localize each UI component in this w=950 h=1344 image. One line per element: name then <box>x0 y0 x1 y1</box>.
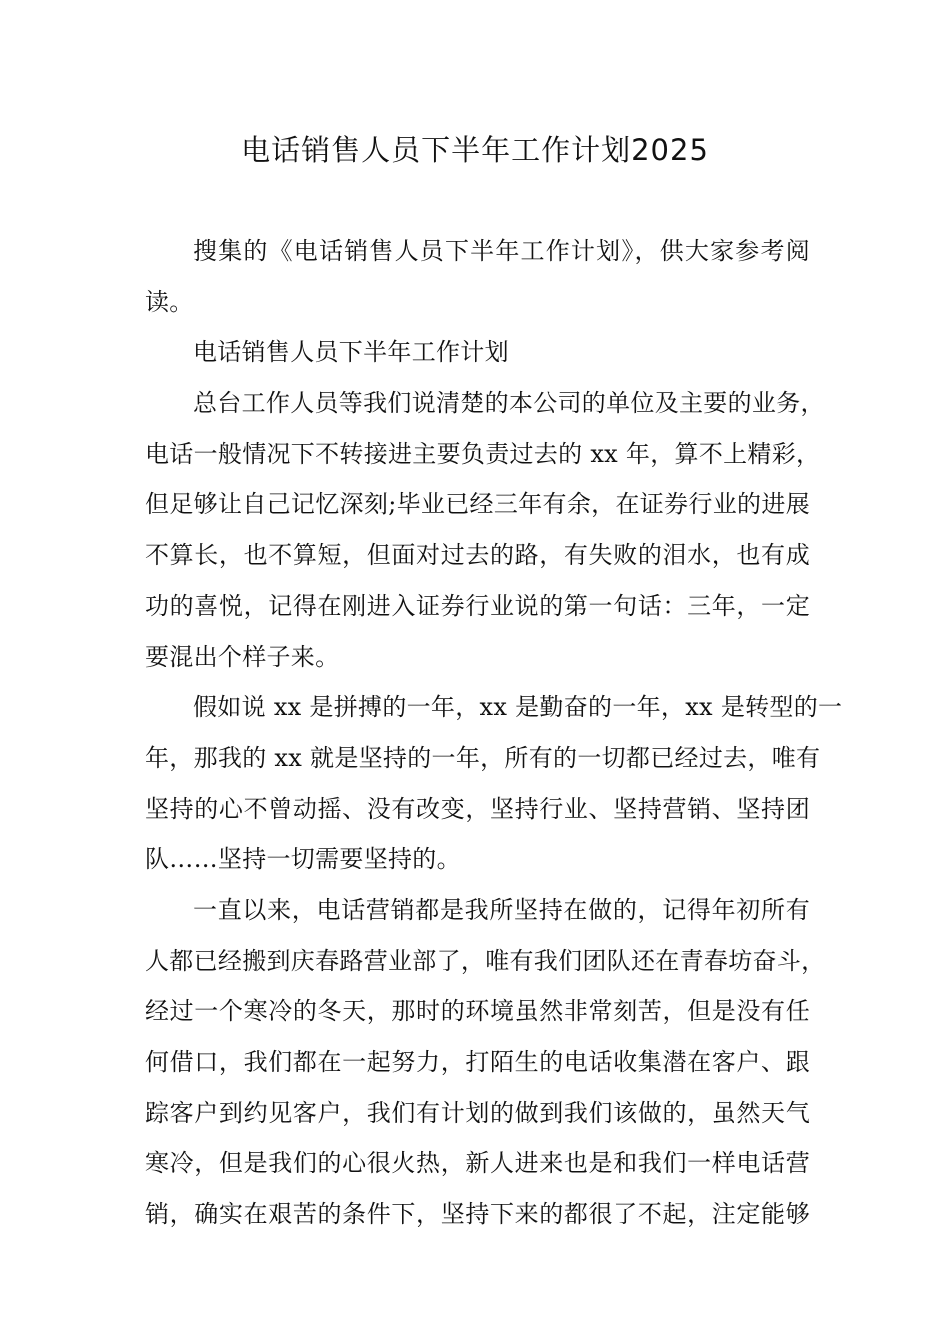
document-body <box>145 226 843 1240</box>
text-line: 一直以来，电话营销都是我所坚持在做的，记得年初所有 <box>193 895 810 924</box>
text-line: 要混出个样子来。 <box>145 642 340 671</box>
text-line: 不算长，也不算短，但面对过去的路，有失败的泪水，也有成 <box>145 541 810 570</box>
text-line: 电话一般情况下不转接进主要负责过去的 xx 年，算不上精彩， <box>145 439 821 468</box>
text-line: 寒冷，但是我们的心很火热，新人进来也是和我们一样电话营 <box>145 1149 810 1178</box>
text-line: 队……坚持一切需要坚持的。 <box>145 845 461 874</box>
text-line: 电话销售人员下半年工作计划 <box>193 338 509 367</box>
text-line: 经过一个寒冷的冬天，那时的环境虽然非常刻苦，但是没有任 <box>145 997 810 1026</box>
text-line: 假如说 xx 是拼搏的一年，xx 是勤奋的一年，xx 是转型的一 <box>193 693 843 722</box>
text-line: 踪客户到约见客户，我们有计划的做到我们该做的，虽然天气 <box>145 1098 810 1127</box>
text-line: 人都已经搬到庆春路营业部了，唯有我们团队还在青春坊奋斗， <box>145 946 826 975</box>
text-line: 坚持的心不曾动摇、没有改变，坚持行业、坚持营销、坚持团 <box>145 794 810 823</box>
document-title: 电话销售人员下半年工作计划2025 <box>241 133 709 167</box>
text-line: 但足够让自己记忆深刻;毕业已经三年有余，在证券行业的进展 <box>145 490 810 519</box>
text-line: 何借口，我们都在一起努力，打陌生的电话收集潜在客户、跟 <box>145 1048 810 1076</box>
text-line: 年，那我的 xx 就是坚持的一年，所有的一切都已经过去，唯有 <box>145 743 821 772</box>
text-line: 搜集的《电话销售人员下半年工作计划》，供大家参考阅 <box>193 237 810 265</box>
text-line: 总台工作人员等我们说清楚的本公司的单位及主要的业务， <box>193 389 825 418</box>
text-line: 读。 <box>145 287 194 316</box>
text-line: 销，确实在艰苦的条件下，坚持下来的都很了不起，注定能够 <box>145 1200 810 1229</box>
text-line: 功的喜悦，记得在刚进入证券行业说的第一句话：三年，一定 <box>145 591 810 620</box>
